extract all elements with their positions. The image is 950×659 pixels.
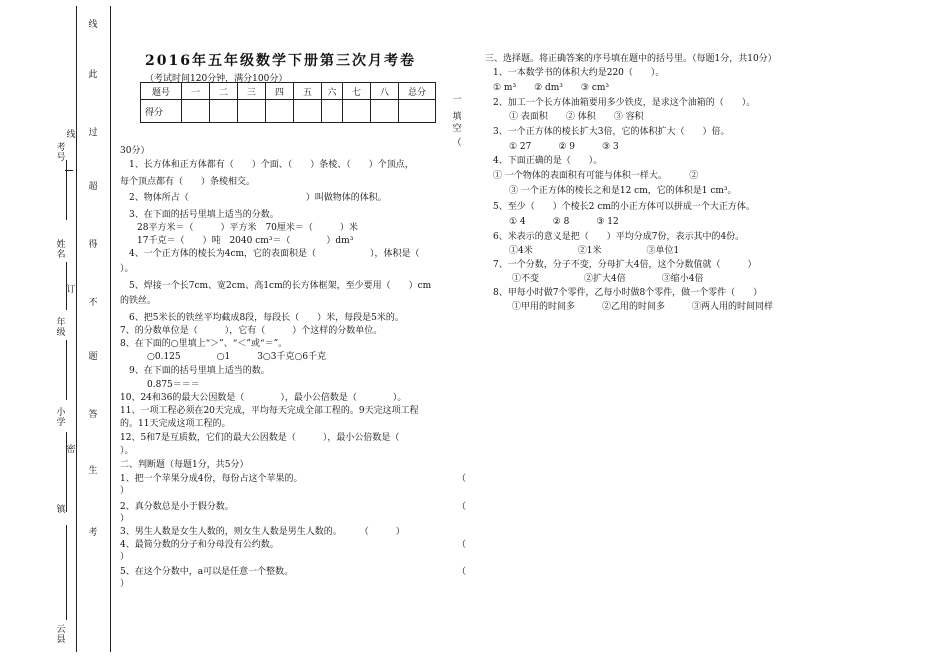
section1-score-tail: 30分） [120,146,150,156]
judge-q4-bracket-close: ） [120,552,130,562]
score-header-cell: 四 [266,83,294,100]
score-row-label: 得分 [141,100,182,123]
score-cell[interactable] [322,100,343,123]
fill-q6: 6、把5米长的铁丝平均截成8段，每段长（ ）米，每段是5米的。 [129,313,404,323]
blank-nianji-line [66,340,67,400]
binding-margin-char: 过 [88,128,98,138]
label-xiaoxue: 小学 [56,408,66,428]
fill-q11-line1: 11、一项工程必须在20天完成，平均每天完成全部工程的。9天完这项工程 [120,406,419,416]
blank-zhen-line [66,525,67,620]
binding-margin-char: 考 [88,528,98,538]
fill-q9: 9、在下面的括号里填上适当的数。 [129,366,270,376]
score-header-cell: 八 [371,83,399,100]
section1-side-label-2: 空 [452,124,462,134]
fill-q12-line1: 12、5和7是互质数，它们的最大公因数是（ ），最小公倍数是（ [120,433,400,443]
section1-side-label-0: 一 [452,95,462,105]
binding-margin-char: 生 [88,466,98,476]
choice-q5: 5、至少（ ）个棱长2 cm的小正方体可以拼成一个大正方体。 [493,202,755,212]
section2-heading: 二、判断题（每题1分，共5分） [120,460,249,470]
choice-q2-options: ① 表面积 ② 体积 ③ 容积 [509,112,644,122]
score-header-cell: 一 [182,83,210,100]
choice-q2: 2、加工一个长方体油箱要用多少铁皮，是求这个油箱的（ ）。 [493,98,756,108]
score-table-header-row [141,83,436,100]
fill-q9-items: 0.875＝＝＝ [147,380,200,390]
section1-side-label-3: （ [452,138,462,148]
label-nianji: 年级 [56,318,66,338]
score-header-cell: 总分 [399,83,436,100]
score-cell[interactable] [182,100,210,123]
score-header-cell: 六 [322,83,343,100]
fill-q3-b: 17千克＝（ ）吨 2040 cm³＝（ ）dm³ [137,236,354,246]
choice-q3-options: ① 27 ② 9 ③ 3 [509,142,619,152]
choice-q1-options: ① m³ ② dm³ ③ cm³ [493,83,610,93]
score-cell[interactable] [238,100,266,123]
label-ding: 订 [66,285,76,295]
section3-heading: 三、选择题。将正确答案的序号填在题中的括号里。（每题1分，共10分） [485,54,777,64]
choice-q3: 3、一个正方体的棱长扩大3倍，它的体积扩大（ ）倍。 [493,127,730,137]
label-zhen: 镇 [56,505,66,515]
score-header-cell: 七 [343,83,371,100]
binding-outer-line [76,6,77,652]
binding-margin-char: 得 [88,240,98,250]
score-cell[interactable] [266,100,294,123]
judge-q2: 2、真分数总是小于假分数。 [120,502,234,512]
judge-q1: 1、把一个苹果分成4份，每份占这个苹果的。 [120,474,303,484]
fill-q1-line2: 每个顶点都有（ ）条棱相交。 [120,177,256,187]
judge-q5-bracket-open: （ [457,567,467,577]
label-mi: 密 [66,445,76,455]
label-xian: 线 [66,130,76,140]
choice-q8-options: ①甲用的时间多 ②乙用的时间多 ③两人用的时间同样 [512,302,774,312]
fill-q2: 2、物体所占（ ）叫做物体的体积。 [129,193,387,203]
label-xingming: 姓名 [56,240,66,260]
score-header-cell: 五 [294,83,322,100]
judge-q5: 5、在这个分数中，a可以是任意一个整数。 [120,567,294,577]
binding-inner-line [110,6,111,652]
choice-q5-options: ① 4 ② 8 ③ 12 [509,217,619,227]
fill-q10: 10、24和36的最大公因数是（ ），最小公倍数是（ ）。 [120,393,407,403]
exam-subtitle: （考试时间120分钟，满分100分） [145,74,288,84]
binding-margin-char: 超 [88,182,98,192]
judge-q4-bracket-open: （ [457,540,467,550]
choice-q4-option3: ③ 一个正方体的棱长之和是12 cm，它的体积是1 cm³。 [509,186,737,196]
binding-margin-char: 线 [88,20,98,30]
label-kaohao: 考号 [56,143,66,163]
judge-q5-bracket-close: ） [120,579,130,589]
binding-margin-char: 此 [88,70,98,80]
blank-xiaoxue-line [66,432,67,512]
fill-q11-line2: 的。11天完成这项工程的。 [120,419,231,429]
fill-q8-items: ○0.125 ○1 3○3千克○6千克 [147,352,327,362]
fill-q5-line1: 5、焊接一个长7cm、宽2cm、高1cm的长方体框架，至少要用（ ）cm [129,281,432,291]
fill-q3-a: 28平方米＝（ ）平方米 70厘米＝（ ）米 [137,223,358,233]
choice-q6: 6、米表示的意义是把（ ）平均分成7份，表示其中的4份。 [493,232,745,242]
binding-margin-char: 题 [88,352,98,362]
judge-q1-bracket-close: ） [120,486,130,496]
fill-q4-line1: 4、一个正方体的棱长为4cm，它的表面积是（ ），体积是（ [129,249,420,259]
fill-q12-line2: ）。 [120,446,134,456]
score-header-cell: 题号 [141,83,182,100]
score-cell[interactable] [343,100,371,123]
judge-q2-bracket-open: （ [457,502,467,512]
choice-q1: 1、一本数学书的体积大约是220（ ）。 [493,68,665,78]
choice-q7-options: ①不变 ②扩大4倍 ③缩小4倍 [512,274,704,284]
judge-q2-bracket-close: ） [120,514,130,524]
page-title: 2016年五年级数学下册第三次月考卷 [145,53,416,69]
binding-margin-char: 不 [88,298,98,308]
judge-q1-bracket-open: （ [457,474,467,484]
fill-q3: 3、在下面的括号里填上适当的分数。 [129,210,279,220]
label-yunxian: 云县 [56,625,66,645]
score-header-cell: 二 [210,83,238,100]
choice-q6-options: ①4米 ②1米 ③单位1 [509,246,680,256]
score-cell[interactable] [210,100,238,123]
blank-kaohao-line [66,160,67,220]
judge-q3: 3、男生人数是女生人数的，则女生人数是男生人数的。 （ ） [120,527,405,537]
score-header-cell: 三 [238,83,266,100]
fill-q7: 7、的分数单位是（ ），它有（ ）个这样的分数单位。 [120,326,383,336]
choice-q4: 4、下面正确的是（ ）。 [493,156,603,166]
choice-q4-option1: ① 一个物体的表面积有可能与体积一样大。 ② [493,171,699,181]
score-table [140,82,436,123]
fill-q8: 8、在下面的○里填上“＞”、“＜”或“＝”。 [120,339,288,349]
fill-q5-line2: 的铁丝。 [120,296,157,306]
score-cell[interactable] [399,100,436,123]
choice-q8: 8、甲每小时做7个零件，乙每小时做8个零件，做一个零件（ ） [493,288,763,298]
section1-side-label-1: 填 [452,112,462,122]
fill-q4-line2: ）。 [120,264,134,274]
score-cell[interactable] [371,100,399,123]
choice-q7: 7、一个分数，分子不变，分母扩大4倍，这个分数值就（ ） [493,260,757,270]
fill-q1-line1: 1、长方体和正方体都有（ ）个面、（ ）条棱、（ ）个顶点， [129,160,414,170]
judge-q4: 4、最简分数的分子和分母没有公约数。 [120,540,279,550]
score-cell[interactable] [294,100,322,123]
score-table-score-row [141,100,436,123]
binding-margin-char: 答 [88,410,98,420]
